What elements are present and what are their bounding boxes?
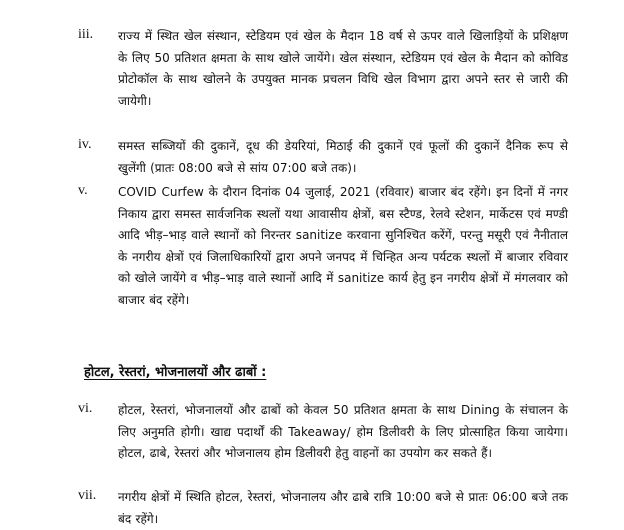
item-text: नगरीय क्षेत्रों में स्थिति होटल, रेस्तरां, भोजनालय और ढाबे रात्रि 10:00 बजे से प्रातः 06:00 बजे तक बंद रहेंगे। <box>118 490 568 526</box>
item-text: समस्त सब्जियों की दुकानें, दूध की डेयरियां, मिठाई की दुकानें एवं फूलों की दुकानें दैनिक रूप से खुलेंगी (प्रातः 08:00 बजे से सांय 07:00 बजे तक)। <box>118 139 568 175</box>
section-heading: होटल, रेस्तरां, भोजनालयों और ढाबों : <box>84 365 267 380</box>
item-text: COVID Curfew के दौरान दिनांक 04 जुलाई, 2021 (रविवार) बाजार बंद रहेंगे। इन दिनों में नगर निकाय द्वारा समस्त सार्वजनिक स्थलों यथा आवासीय क्षेत्रों, बस स्टैण्ड, रेलवे स्टेशन, मार्केटस एवं मण्डी आदि भीड़–भाड़ वाले स्थानों को निरन्तर sanitize करवाना सुनिश्चित करेंगें, परन्तु मसूरी एवं नैनीताल के नगरीय क्षेत्रों एवं जिलाधिकारियों द्वारा अपने जनपद में चिन्हित अन्य पर्यटक स्थलों में बाजार रविवार को खोले जायेंगे व भीड़–भाड़ वाले स्थानों आदि में sanitize कार्य हेतु इन नगरीय क्षेत्रों में मंगलवार को बाजार बंद रहेंगे। <box>118 185 568 307</box>
item-number: iii. <box>78 27 94 42</box>
item-number: v. <box>78 183 88 198</box>
item-number: vi. <box>78 401 93 416</box>
item-number: iv. <box>78 137 92 152</box>
item-text: राज्य में स्थित खेल संस्थान, स्टेडियम एवं खेल के मैदान 18 वर्ष से ऊपर वाले खिलाड़ियों के प्रशिक्षण के लिए 50 प्रतिशत क्षमता के साथ खोले जायेंगे। खेल संस्थान, स्टेडियम एवं खेल के मैदान को कोविड प्रोटोकॉल के साथ खोलने के उपयुक्त मानक प्रचलन विधि खेल विभाग द्वारा अपने स्तर से जारी की जायेगी। <box>118 29 568 108</box>
item-number: vii. <box>78 488 97 503</box>
item-text: होटल, रेस्तरां, भोजनालयों और ढाबों को केवल 50 प्रतिशत क्षमता के साथ Dining के संचालन के लिए अनुमति होगी। खाद्य पदार्थों की Takeaway/ होम डिलीवरी के लिए प्रोत्साहित किया जायेगा। होटल, ढाबे, रेस्तरां और भोजनालय होम डिलीवरी हेतु वाहनों का उपयोग कर सकते हैं। <box>118 403 568 460</box>
